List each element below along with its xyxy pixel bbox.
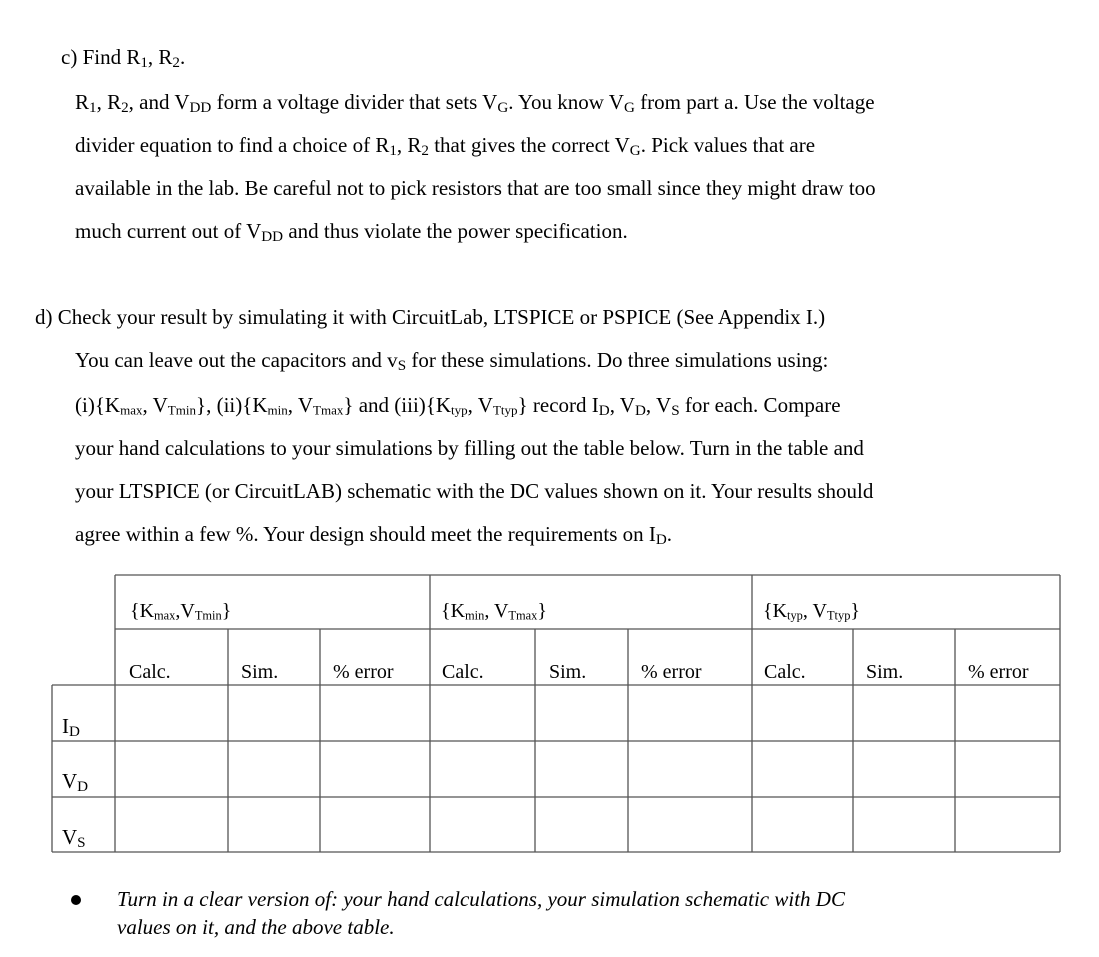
table-subheader: % error: [968, 661, 1029, 683]
part-d-line-1: You can leave out the capacitors and $v_S$ for these simulations. Do three simulations using:: [75, 348, 829, 375]
part-c-heading: c) Find $R_1$, $R_2$.: [61, 45, 186, 72]
table-group-header: {Ktyp, VTtyp}: [763, 600, 860, 623]
table-group-header: {Kmax,VTmin}: [130, 600, 232, 623]
table-row-label: $V_D$: [62, 769, 89, 796]
table-subheader: Calc.: [442, 661, 484, 683]
part-d-heading: d) Check your result by simulating it with CircuitLab, LTSPICE or PSPICE (See Appendix I.): [35, 305, 826, 329]
table-group-header: {Kmin, VTmax}: [441, 600, 547, 623]
part-d-line-3: your hand calculations to your simulations by filling out the table below. Turn in the table and: [75, 436, 864, 460]
table-subheader: Calc.: [764, 661, 806, 683]
table-subheader: % error: [333, 661, 394, 683]
table-subheader: Sim.: [549, 661, 587, 683]
table-row-label: $I_D$: [62, 714, 80, 741]
bullet-icon: [71, 895, 81, 905]
table-subheader: Sim.: [241, 661, 279, 683]
part-c-line-4: much current out of $V_{DD}$ and thus violate the power specification.: [75, 219, 628, 246]
part-d-line-2: (i){Kmax, VTmin}, (ii){Kmin, VTmax} and (iii){Ktyp, VTtyp} record $I_D$, $V_D$, $V_S$ for each. Compare: [75, 393, 841, 420]
part-d-line-4: your LTSPICE (or CircuitLAB) schematic with the DC values shown on it. Your results should: [75, 479, 874, 503]
note-line-2: values on it, and the above table.: [117, 915, 395, 939]
part-c-line-2: divider equation to find a choice of $R_1$, $R_2$ that gives the correct $V_G$. Pick values that are: [75, 133, 816, 160]
table-subheader: Sim.: [866, 661, 904, 683]
note-line-1: Turn in a clear version of: your hand calculations, your simulation schematic with DC: [117, 887, 845, 911]
part-d-line-5: agree within a few %. Your design should meet the requirements on $I_D$.: [75, 522, 673, 549]
table-row-label: $V_S$: [62, 825, 86, 852]
table-subheader: % error: [641, 661, 702, 683]
part-c-line-1: $R_1$, $R_2$, and $V_{DD}$ form a voltage divider that sets $V_G$. You know $V_G$ from part a. Use the voltage: [75, 90, 875, 117]
table-subheader: Calc.: [129, 661, 171, 683]
part-c-line-3: available in the lab. Be careful not to pick resistors that are too small since they might draw too: [75, 176, 876, 200]
